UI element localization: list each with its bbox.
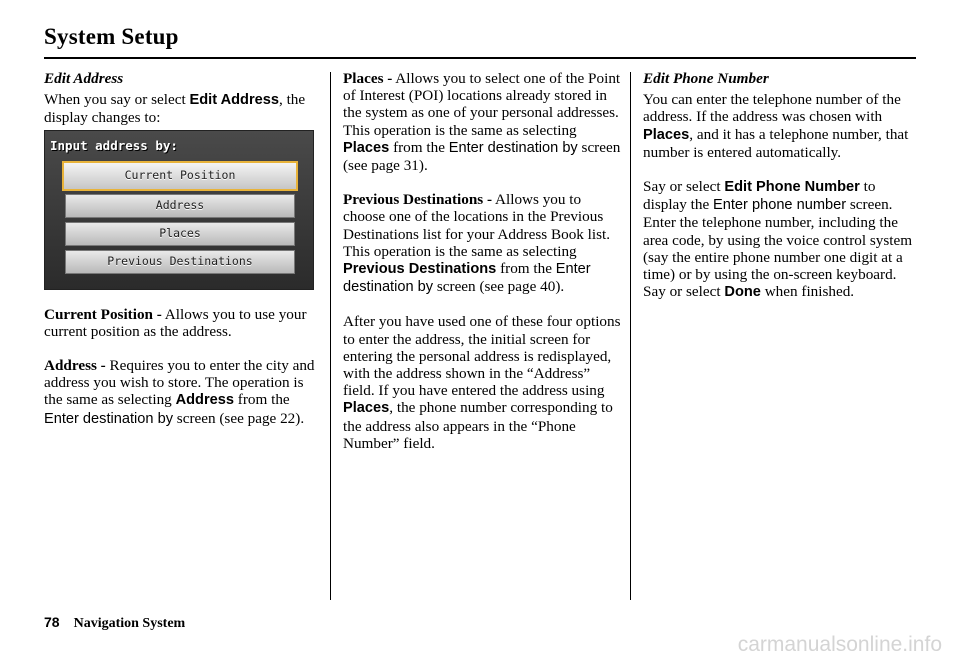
previous-destinations-paragraph: Previous Destinations - Allows you to choose one of the locations in the Previous Destinations list for your Address Book list. This operation is the same as selecting Previous Destinations from the Enter destination by screen (see page 40). — [343, 191, 611, 296]
current-position-paragraph: Current Position - Allows you to use your current position as the address. — [44, 305, 307, 340]
column-3 — [643, 70, 918, 318]
column-2 — [343, 70, 621, 469]
footer-section: Navigation System — [73, 616, 186, 631]
address-paragraph: Address - Requires you to enter the city and address you wish to store. The operation is the same as selecting Address from the Enter destination by screen (see page 22). — [44, 357, 315, 427]
edit-address-heading: Edit Address — [44, 70, 124, 87]
screen-button-address: Address — [65, 194, 295, 218]
column-1 — [44, 70, 319, 445]
input-address-screen-image — [44, 130, 314, 290]
title-rule — [44, 57, 916, 59]
screen-button-current-position: Current Position — [62, 161, 298, 191]
edit-address-intro: When you say or select Edit Address, the display changes to: — [44, 91, 306, 127]
page-footer — [44, 614, 185, 632]
column-divider-2 — [630, 72, 631, 600]
watermark: carmanualsonline.info — [737, 633, 942, 656]
edit-phone-heading: Edit Phone Number — [643, 70, 769, 87]
phone-intro-paragraph: You can enter the telephone number of the address. If the address was chosen with Places, and it has a telephone number, that number is entered automatically. — [643, 91, 909, 161]
after-options-paragraph: After you have used one of these four options to enter the address, the initial screen for entering the personal address is redisplayed, with the address shown in the “Address” field. If you have entered the address using Places, the phone number corresponding to the address also appears in the “Phone Number” field. — [343, 313, 621, 452]
screen-title: Input address by: — [50, 137, 178, 153]
screen-button-places: Places — [65, 222, 295, 246]
column-divider-1 — [330, 72, 331, 600]
phone-instructions-paragraph: Say or select Edit Phone Number to display the Enter phone number screen. Enter the telephone number, including the area code, by using the voice control system (say the entire phone number one digit at a time) or by using the on-screen keyboard. Say or select Done when finished. — [643, 178, 913, 301]
page-title: System Setup — [44, 24, 179, 49]
screen-button-previous-destinations: Previous Destinations — [65, 250, 295, 274]
page-number: 78 — [44, 614, 60, 630]
places-paragraph: Places - Allows you to select one of the Point of Interest (POI) locations already stored in the system as one of your personal addresses. This operation is the same as selecting Places from the Enter destination by screen (see page 31). — [343, 70, 621, 175]
